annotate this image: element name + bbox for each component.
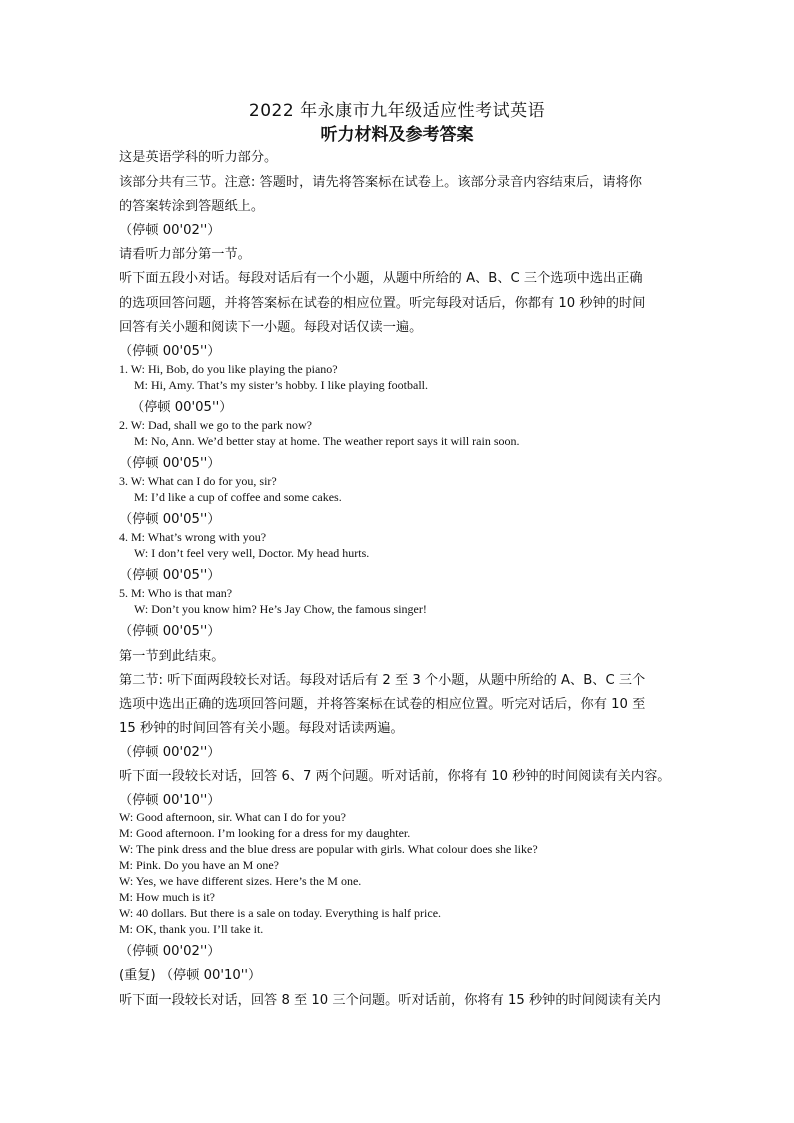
dialogue-line: M: Pink. Do you have an M one?	[119, 858, 279, 872]
text-line: 这是英语学科的听力部分。	[119, 150, 278, 165]
dialogue-line: W: Good afternoon, sir. What can I do for you?	[119, 810, 346, 824]
document-title: 2022 年永康市九年级适应性考试英语	[248, 101, 546, 121]
dialogue-line: W: Yes, we have different sizes. Here’s the M one.	[119, 874, 362, 888]
pause-line: （停顿 00'05''）	[131, 400, 233, 415]
text-line: 的选项回答问题，并将答案标在试卷的相应位置。听完每段对话后，你都有 10 秒钟的时间	[119, 296, 646, 311]
pause-line: （停顿 00'05''）	[119, 344, 221, 359]
dialogue-line: M: No, Ann. We’d better stay at home. The weather report says it will rain soon.	[134, 434, 520, 448]
repeat-line: (重复) （停顿 00'10''）	[119, 968, 262, 983]
pause-line: （停顿 00'05''）	[119, 456, 221, 471]
pause-line: （停顿 00'05''）	[119, 624, 221, 639]
dialogue-line: M: Good afternoon. I’m looking for a dress for my daughter.	[119, 826, 411, 840]
text-line: 回答有关小题和阅读下一小题。每段对话仅读一遍。	[119, 320, 423, 335]
dialogue-line: W: Don’t you know him? He’s Jay Chow, the famous singer!	[134, 602, 427, 616]
dialogue-line: 4. M: What’s wrong with you?	[119, 530, 267, 544]
document-subtitle: 听力材料及参考答案	[320, 125, 474, 145]
pause-line: （停顿 00'10''）	[119, 793, 221, 808]
dialogue-line: M: OK, thank you. I’ll take it.	[119, 922, 264, 936]
dialogue-line: M: Hi, Amy. That’s my sister’s hobby. I like playing football.	[134, 378, 428, 392]
pause-line: （停顿 00'02''）	[119, 223, 221, 238]
dialogue-line: 2. W: Dad, shall we go to the park now?	[119, 418, 312, 432]
text-line: 该部分共有三节。注意: 答题时，请先将答案标在试卷上。该部分录音内容结束后，请将你	[119, 175, 642, 190]
text-line: 请看听力部分第一节。	[119, 247, 251, 262]
dialogue-line: 3. W: What can I do for you, sir?	[119, 474, 277, 488]
dialogue-line: W: The pink dress and the blue dress are popular with girls. What colour does she like?	[119, 842, 538, 856]
text-line: 听下面一段较长对话，回答 6、7 两个问题。听对话前，你将有 10 秒钟的时间阅读有关内容。	[119, 769, 671, 784]
text-line: 听下面一段较长对话，回答 8 至 10 三个问题。听对话前，你将有 15 秒钟的时间阅读有关内	[119, 993, 661, 1008]
text-line: 15 秒钟的时间回答有关小题。每段对话读两遍。	[119, 721, 404, 736]
dialogue-line: M: How much is it?	[119, 890, 215, 904]
pause-line: （停顿 00'05''）	[119, 512, 221, 527]
dialogue-line: M: I’d like a cup of coffee and some cakes.	[134, 490, 342, 504]
text-line: 的答案转涂到答题纸上。	[119, 199, 265, 214]
pause-line: （停顿 00'05''）	[119, 568, 221, 583]
text-line: 听下面五段小对话。每段对话后有一个小题，从题中所给的 A、B、C 三个选项中选出正确	[119, 271, 643, 286]
text-line: 第二节: 听下面两段较长对话。每段对话后有 2 至 3 个小题，从题中所给的 A、B、C 三个	[119, 673, 646, 688]
dialogue-line: 1. W: Hi, Bob, do you like playing the piano?	[119, 362, 338, 376]
dialogue-line: W: 40 dollars. But there is a sale on today. Everything is half price.	[119, 906, 442, 920]
text-line: 第一节到此结束。	[119, 649, 225, 664]
dialogue-line: W: I don’t feel very well, Doctor. My head hurts.	[134, 546, 370, 560]
pause-line: （停顿 00'02''）	[119, 745, 221, 760]
pause-line: （停顿 00'02''）	[119, 944, 221, 959]
dialogue-line: 5. M: Who is that man?	[119, 586, 233, 600]
text-line: 选项中选出正确的选项回答问题，并将答案标在试卷的相应位置。听完对话后，你有 10 至	[119, 697, 646, 712]
